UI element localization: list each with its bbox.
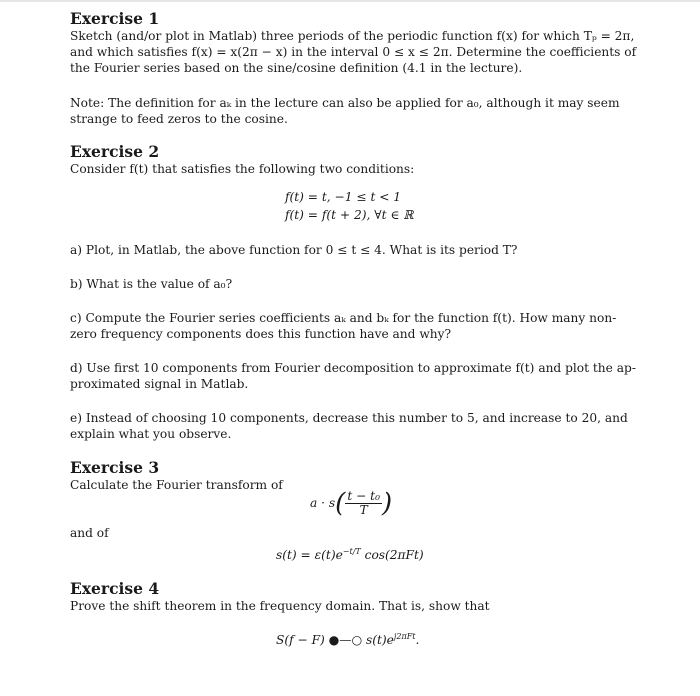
- exercise-2-c-line-1: c) Compute the Fourier series coefficients aₖ and bₖ for the function f(t). How many non-: [70, 311, 617, 325]
- exercise-3-and-of: [70, 525, 650, 541]
- exercise-4: [70, 580, 650, 614]
- exercise-1-note-line-1: Note: The definition for aₖ in the lecture can also be applied for a₀, although it may seem: [70, 96, 620, 110]
- exercise-2-d-line-1: d) Use first 10 components from Fourier decomposition to approximate f(t) and plot the ap-: [70, 361, 636, 375]
- exercise-3-and-of-text: and of: [70, 526, 109, 540]
- expr4-end: .: [415, 633, 420, 648]
- exercise-2: [70, 143, 650, 177]
- expr1-numerator: t − t₀: [347, 489, 380, 503]
- close-paren: ): [381, 488, 393, 519]
- exercise-2-part-a: [70, 242, 650, 258]
- expr1-fraction: [345, 490, 382, 517]
- exercise-2-e-line-2: explain what you observe.: [70, 427, 232, 441]
- exercise-2-d-line-2: proximated signal in Matlab.: [70, 377, 249, 391]
- expr4-left: S(f − F) ●—○ s(t)e: [276, 633, 394, 648]
- exercise-2-a: a) Plot, in Matlab, the above function for 0 ≤ t ≤ 4. What is its period T?: [70, 243, 518, 257]
- expr2-tail: cos(2πFt): [360, 548, 424, 563]
- open-paren: (: [335, 488, 346, 519]
- exercise-3-intro: Calculate the Fourier transform of: [70, 478, 283, 492]
- exercise-1-title: Exercise 1: [70, 9, 160, 28]
- expr1-denominator: T: [359, 503, 368, 517]
- exercise-2-part-d: [70, 360, 650, 392]
- exercise-3-expression-2: [276, 544, 424, 563]
- exercise-1-line-2: and which satisfies f(x) = x(2π − x) in the interval 0 ≤ x ≤ 2π. Determine the coefficients of: [70, 45, 637, 59]
- exercise-1-line-3: the Fourier series based on the sine/cosine definition (4.1 in the lecture).: [70, 61, 523, 75]
- exercise-2-condition-1: f(t) = t, −1 ≤ t < 1: [285, 190, 402, 204]
- exercise-4-title: Exercise 4: [70, 579, 160, 598]
- exercise-2-title: Exercise 2: [70, 142, 160, 161]
- exercise-3-expression-1: [310, 490, 392, 517]
- expr2-exponent: −t/T: [342, 547, 361, 556]
- exercise-4-expression: [276, 629, 419, 648]
- exercise-1-line-1: Sketch (and/or plot in Matlab) three periods of the periodic function f(x) for which Tₚ = 2π,: [70, 29, 635, 43]
- exercise-2-intro: Consider f(t) that satisfies the following two conditions:: [70, 162, 415, 176]
- exercise-1: [70, 10, 650, 76]
- exercise-3-title: Exercise 3: [70, 458, 160, 477]
- exercise-2-c-line-2: zero frequency components does this function have and why?: [70, 327, 452, 341]
- exercise-2-condition-2: f(t) = f(t + 2), ∀t ∈ ℝ: [285, 208, 414, 222]
- exercise-1-note: [70, 95, 650, 127]
- exercise-3: [70, 459, 650, 493]
- exercise-2-b: b) What is the value of a₀?: [70, 277, 233, 291]
- exercise-2-e-line-1: e) Instead of choosing 10 components, decrease this number to 5, and increase to 20, and: [70, 411, 628, 425]
- expr4-exponent: j2πFt: [393, 632, 416, 641]
- expr1-prefix: a · s: [310, 496, 336, 510]
- exercise-1-note-line-2: strange to feed zeros to the cosine.: [70, 112, 288, 126]
- exercise-2-part-e: [70, 410, 650, 442]
- exercise-2-part-c: [70, 310, 650, 342]
- top-edge: [0, 0, 700, 2]
- exercise-4-intro: Prove the shift theorem in the frequency domain. That is, show that: [70, 599, 490, 613]
- expr2-base: s(t) = ε(t)e: [276, 548, 343, 563]
- exercise-2-part-b: [70, 276, 650, 292]
